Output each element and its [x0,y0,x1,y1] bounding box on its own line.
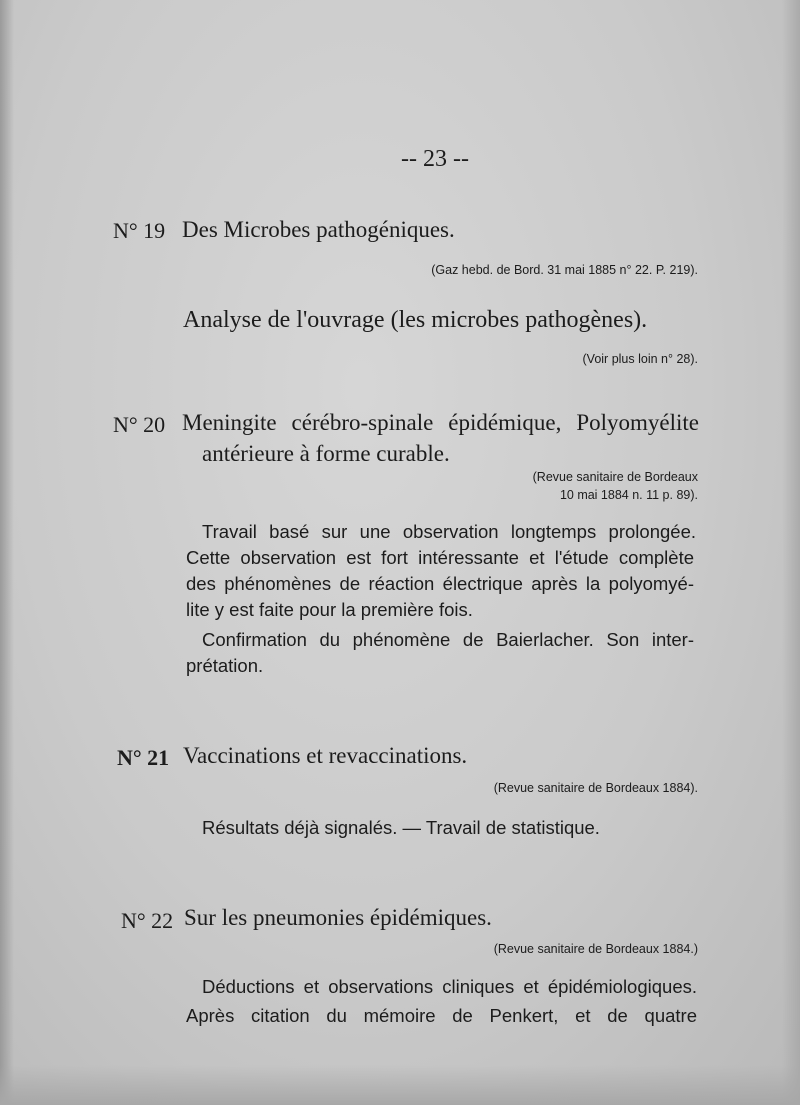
entry-reference: (Gaz hebd. de Bord. 31 mai 1885 n° 22. P. 219). [431,263,698,277]
entry-title: Vaccinations et revaccinations. [183,743,468,768]
page-shadow-bottom [0,1065,800,1105]
entry-number: N° 22 [121,908,174,933]
entry-title-line-2: antérieure à forme curable. [202,441,450,466]
entry-title: Sur les pneumonies épidémiques. [184,905,492,930]
entry-number: N° 20 [113,412,166,437]
entry-summary: Analyse de l'ouvrage (les microbes pathogènes). [183,307,648,333]
body-line: Déductions et observations cliniques et épidémiologiques. [202,976,697,997]
entry-reference: (Revue sanitaire de Bordeaux 1884). [493,781,698,795]
body-line: Travail basé sur une observation longtemps prolongée. [202,521,696,542]
entry-number: N° 21 [117,745,170,770]
entry-title: Des Microbes pathogéniques. [182,217,455,242]
page-number: -- 23 -- [401,146,469,172]
body-line: des phénomènes de réaction électrique après la polyomyé- [186,573,694,594]
entry-reference: (Revue sanitaire de Bordeaux 1884.) [493,942,698,956]
entry-reference-line-1: (Revue sanitaire de Bordeaux [532,470,698,484]
entry-reference-line-2: 10 mai 1884 n. 11 p. 89). [559,488,698,502]
body-line: Cette observation est fort intéressante et l'étude complète [186,547,694,568]
body-line: lite y est faite pour la première fois. [186,599,473,620]
entry-title-line-1: Meningite cérébro-spinale épidémique, Polyomyélite [182,410,699,435]
body-line: Après citation du mémoire de Penkert, et de quatre [186,1005,697,1026]
entry-note: (Voir plus loin n° 28). [582,352,698,366]
body-line: prétation. [186,655,264,676]
body-line: Résultats déjà signalés. — Travail de statistique. [202,817,600,838]
entry-number: N° 19 [113,218,166,243]
body-line: Confirmation du phénomène de Baierlacher. Son inter- [202,629,694,650]
